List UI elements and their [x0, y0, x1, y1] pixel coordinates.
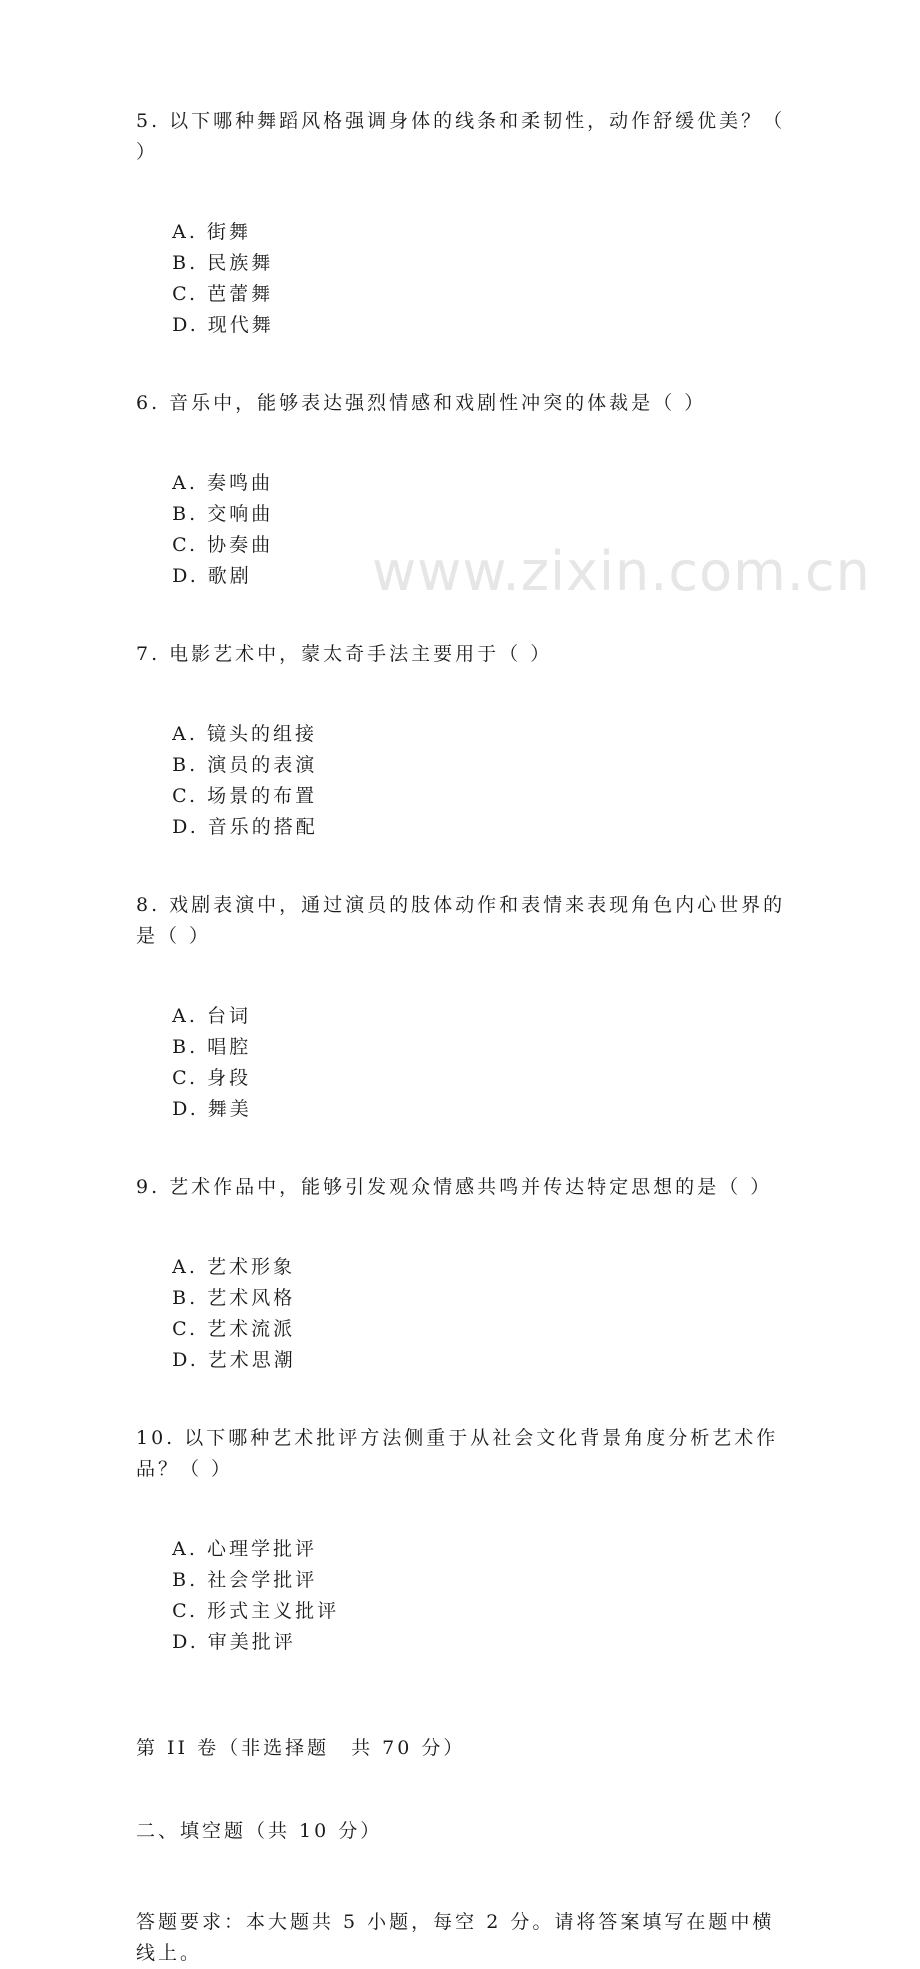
option-d: D. 艺术思潮 [172, 1349, 296, 1371]
option-c: C. 身段 [172, 1067, 252, 1089]
question-9-stem: 9. 艺术作品中，能够引发观众情感共鸣并传达特定思想的是（ ） [136, 1176, 773, 1198]
option-b: B. 艺术风格 [172, 1287, 296, 1309]
question-8-options [136, 970, 786, 1156]
option-a: A. 台词 [172, 1005, 251, 1027]
question-9-options [136, 1221, 786, 1407]
option-a: A. 心理学批评 [172, 1538, 317, 1560]
option-a: A. 街舞 [172, 221, 251, 243]
question-8-stem: 8. 戏剧表演中，通过演员的肢体动作和表情来表现角色内心世界的是（ ） [136, 894, 786, 947]
question-10-stem: 10. 以下哪种艺术批评方法侧重于从社会文化背景角度分析艺术作品？（ ） [136, 1427, 779, 1480]
option-d: D. 音乐的搭配 [172, 816, 318, 838]
question-5-options [136, 186, 786, 372]
question-7-options [136, 688, 786, 874]
option-b: B. 唱腔 [172, 1036, 252, 1058]
option-d: D. 现代舞 [172, 314, 274, 336]
option-a: A. 镜头的组接 [172, 723, 317, 745]
option-a: A. 艺术形象 [172, 1256, 295, 1278]
option-b: B. 演员的表演 [172, 754, 318, 776]
option-d: D. 审美批评 [172, 1631, 296, 1653]
option-d: D. 歌剧 [172, 565, 252, 587]
option-a: A. 奏鸣曲 [172, 472, 273, 494]
question-5-stem: 5. 以下哪种舞蹈风格强调身体的线条和柔韧性，动作舒缓优美？（ ） [136, 110, 795, 163]
option-c: C. 形式主义批评 [172, 1600, 340, 1622]
question-7-stem: 7. 电影艺术中，蒙太奇手法主要用于（ ） [136, 643, 553, 665]
option-b: B. 交响曲 [172, 503, 274, 525]
option-c: C. 艺术流派 [172, 1318, 296, 1340]
option-c: C. 场景的布置 [172, 785, 318, 807]
question-10-options [136, 1503, 786, 1689]
section-two-heading: 二、填空题（共 10 分） [136, 1820, 383, 1842]
section-instructions: 答题要求：本大题共 5 小题，每空 2 分。请将答案填写在题中横线上。 [136, 1911, 775, 1964]
document-page [136, 106, 795, 1969]
watermark: www.zixin.com.cn [372, 540, 871, 603]
option-c: C. 协奏曲 [172, 534, 274, 556]
option-b: B. 社会学批评 [172, 1569, 318, 1591]
option-b: B. 民族舞 [172, 252, 274, 274]
question-6-options [136, 437, 786, 623]
option-d: D. 舞美 [172, 1098, 252, 1120]
question-6-stem: 6. 音乐中，能够表达强烈情感和戏剧性冲突的体裁是（ ） [136, 392, 707, 414]
part-two-heading: 第 II 卷（非选择题 共 70 分） [136, 1737, 466, 1759]
option-c: C. 芭蕾舞 [172, 283, 274, 305]
